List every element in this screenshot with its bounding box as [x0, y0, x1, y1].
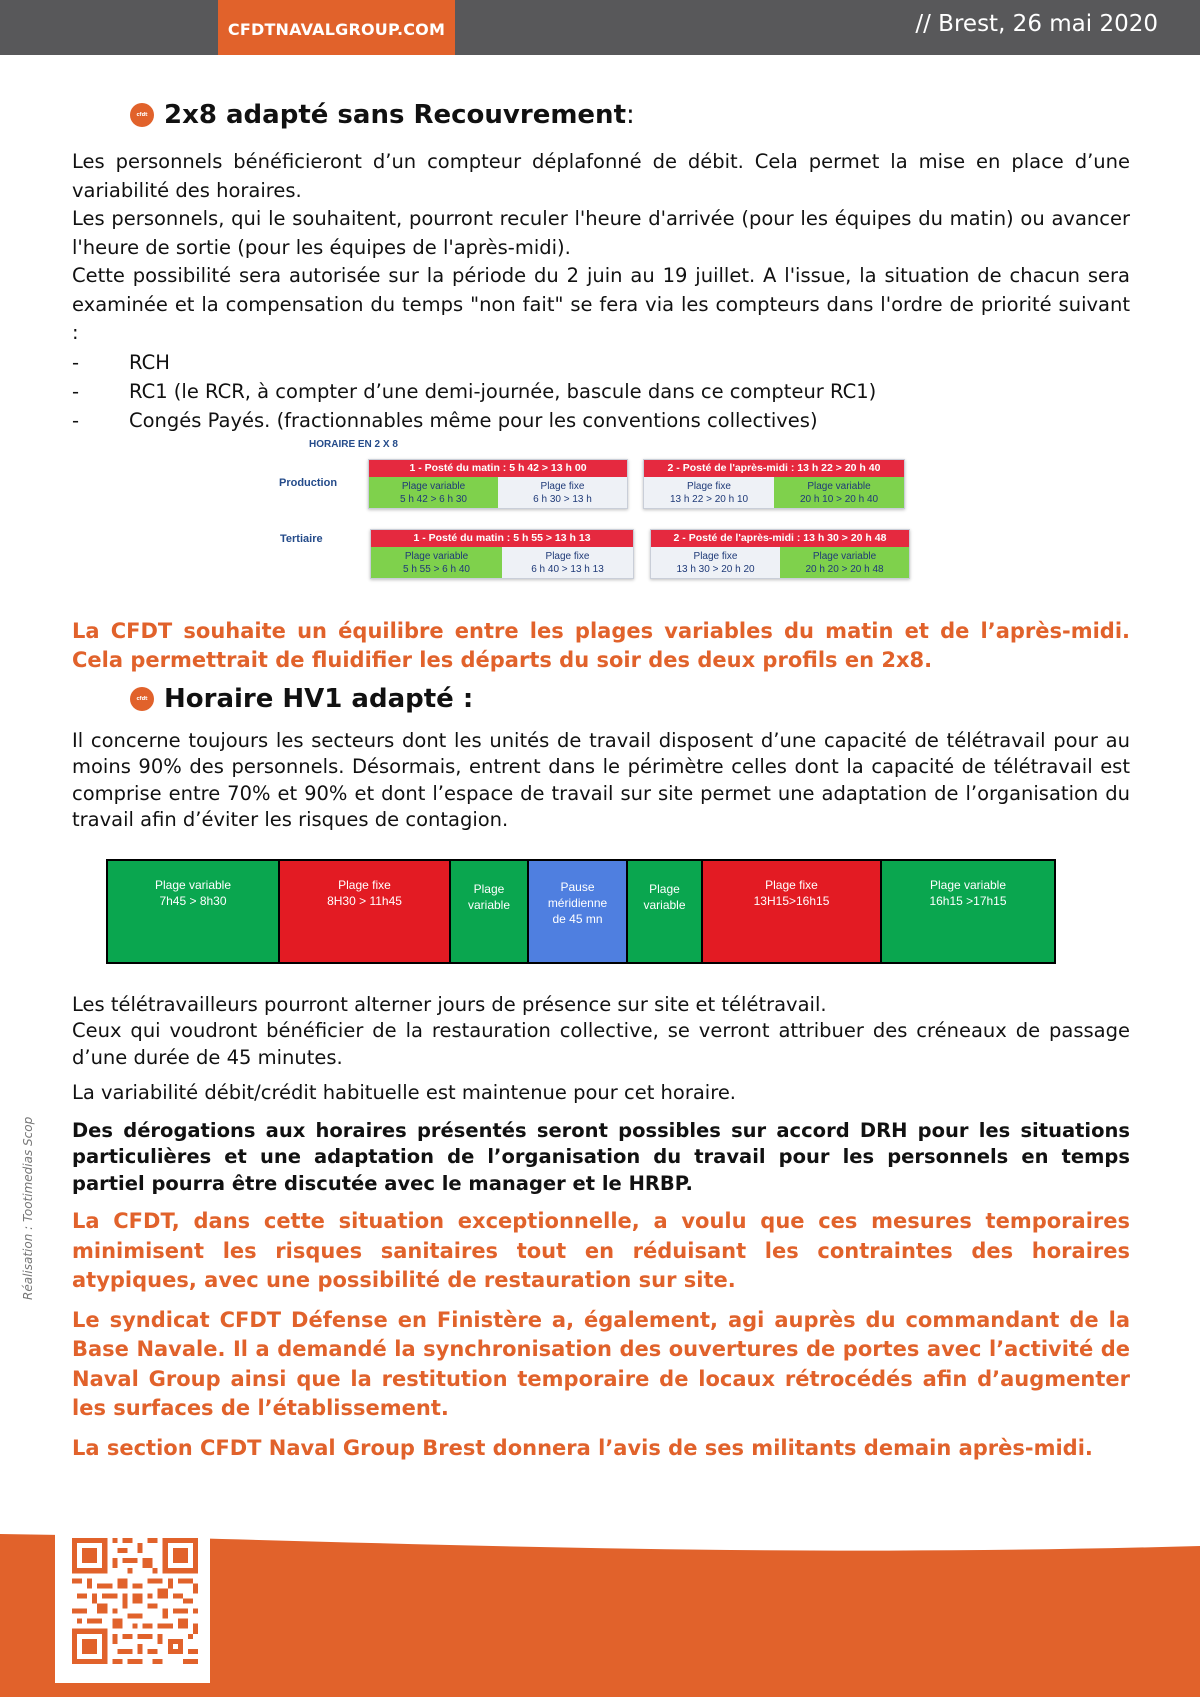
priority-list — [72, 348, 1130, 435]
block-cell: Plage variable 20 h 10 > 20 h 40 — [774, 477, 904, 508]
section-title-text: Horaire HV1 adapté : — [164, 683, 474, 714]
production-afternoon-block — [643, 459, 905, 509]
row-label-production: Production — [279, 476, 338, 489]
schedule-2x8-figure — [72, 437, 1130, 609]
block-cell: Plage variable 5 h 42 > 6 h 30 — [369, 477, 498, 508]
section-title-hv1 — [130, 684, 1130, 714]
hv1-cell: Plage fixe 8H30 > 11h45 — [280, 861, 451, 962]
main-content — [72, 100, 1130, 1463]
tertiaire-morning-block — [370, 529, 634, 579]
list-item: - Congés Payés. (fractionnables même pour les conventions collectives) — [72, 406, 1130, 435]
cfdt-note: Le syndicat CFDT Défense en Finistère a, également, agi auprès du commandant de la Base Navale. Il a demandé la synchronisation des ouvertures de portes avec l’activité de Naval Group ainsi que la restitution temporaire de locaux rétrocédés afin d’augmenter les surfaces de l’établissement. — [72, 1307, 1130, 1420]
hv1-cell: Plage variable 7h45 > 8h30 — [108, 861, 280, 962]
paragraph: Ceux qui voudront bénéficier de la restauration collective, se verront attribuer des créneaux de passage d’une durée de 45 minutes. — [72, 1019, 1130, 1069]
block-header: 1 - Posté du matin : 5 h 55 > 13 h 13 — [371, 530, 633, 547]
cfdt-note: La section CFDT Naval Group Brest donnera l’avis de ses militants demain après-midi. — [72, 1435, 1093, 1460]
paragraph: Il concerne toujours les secteurs dont les unités de travail disposent d’une capacité de télétravail pour au moins 90% des personnels. Désormais, entrent dans le périmètre celles dont la capacité de télétravail est comprise entre 70% et 90% et dont l’espace de travail sur site permet une adaptation de l’organisation du travail afin d’éviter les risques de contagion. — [72, 728, 1130, 831]
paragraph: Les personnels bénéficieront d’un compteur déplafonné de débit. Cela permet la mise en place d’une variabilité des horaires. — [72, 150, 1130, 202]
paragraph: Les télétravailleurs pourront alterner jours de présence sur site et télétravail. — [72, 992, 827, 1016]
block-header: 1 - Posté du matin : 5 h 42 > 13 h 00 — [369, 460, 627, 477]
production-morning-block — [368, 459, 628, 509]
hv1-cell: Plage variable — [628, 861, 703, 962]
section-title-text: 2x8 adapté sans Recouvrement — [164, 100, 626, 130]
hv1-cell: Pause méridienne de 45 mn — [529, 861, 628, 962]
tertiaire-afternoon-block — [650, 529, 910, 579]
credit-text: Réalisation : Tootimedias Scop — [21, 1116, 35, 1300]
cfdt-logo-icon: cfdt — [130, 687, 154, 711]
hv1-cell: Plage fixe 13H15>16h15 — [703, 861, 882, 962]
block-header: 2 - Posté de l'après-midi : 13 h 22 > 20 h 40 — [644, 460, 904, 477]
cfdt-note: La CFDT souhaite un équilibre entre les plages variables du matin et de l’après-midi. Cela permettrait de fluidifier les départs du soir des deux profils en 2x8. — [72, 618, 1130, 672]
block-header: 2 - Posté de l'après-midi : 13 h 30 > 20 h 48 — [651, 530, 909, 547]
header-date: // Brest, 26 mai 2020 — [915, 11, 1158, 37]
cfdt-logo-icon: cfdt — [130, 103, 154, 127]
block-cell: Plage fixe 13 h 22 > 20 h 10 — [644, 477, 774, 508]
paragraph: La variabilité débit/crédit habituelle est maintenue pour cet horaire. — [72, 1081, 737, 1104]
block-cell: Plage variable 20 h 20 > 20 h 48 — [780, 547, 909, 578]
hv1-schedule-table — [106, 859, 1056, 964]
section-title-suffix: : — [626, 100, 635, 130]
block-cell: Plage variable 5 h 55 > 6 h 40 — [371, 547, 502, 578]
site-link[interactable]: CFDTNAVALGROUP.COM — [218, 0, 455, 55]
row-label-tertiaire: Tertiaire — [280, 532, 323, 545]
figure-title: HORAIRE EN 2 X 8 — [309, 438, 398, 450]
paragraph: Cette possibilité sera autorisée sur la période du 2 juin au 19 juillet. A l'issue, la situation de chacun sera examinée et la compensation du temps "non fait" se fera via les compteurs dans l'ordre de priorité suivant : — [72, 264, 1130, 344]
section-title-2x8 — [130, 100, 1130, 130]
block-cell: Plage fixe 6 h 40 > 13 h 13 — [502, 547, 633, 578]
qr-code-icon[interactable] — [72, 1538, 198, 1664]
hv1-cell: Plage variable — [451, 861, 529, 962]
cfdt-note: La CFDT, dans cette situation exceptionnelle, a voulu que ces mesures temporaires minimisent les risques sanitaires tout en réduisant les contraintes des horaires atypiques, avec une possibilité de restauration sur site. — [72, 1209, 1130, 1292]
block-cell: Plage fixe 6 h 30 > 13 h — [498, 477, 627, 508]
block-cell: Plage fixe 13 h 30 > 20 h 20 — [651, 547, 780, 578]
list-item: - RCH — [72, 348, 1130, 377]
paragraph-bold: Des dérogations aux horaires présentés seront possibles sur accord DRH pour les situations particulières et une adaptation de l’organisation du travail pour les personnels en temps partiel pourra être discutée avec le manager et le HRBP. — [72, 1118, 1130, 1195]
list-item: - RC1 (le RCR, à compter d’une demi-journée, bascule dans ce compteur RC1) — [72, 377, 1130, 406]
paragraph: Les personnels, qui le souhaitent, pourront reculer l'heure d'arrivée (pour les équipes du matin) ou avancer l'heure de sortie (pour les équipes de l'après-midi). — [72, 207, 1130, 259]
hv1-cell: Plage variable 16h15 >17h15 — [882, 861, 1054, 962]
